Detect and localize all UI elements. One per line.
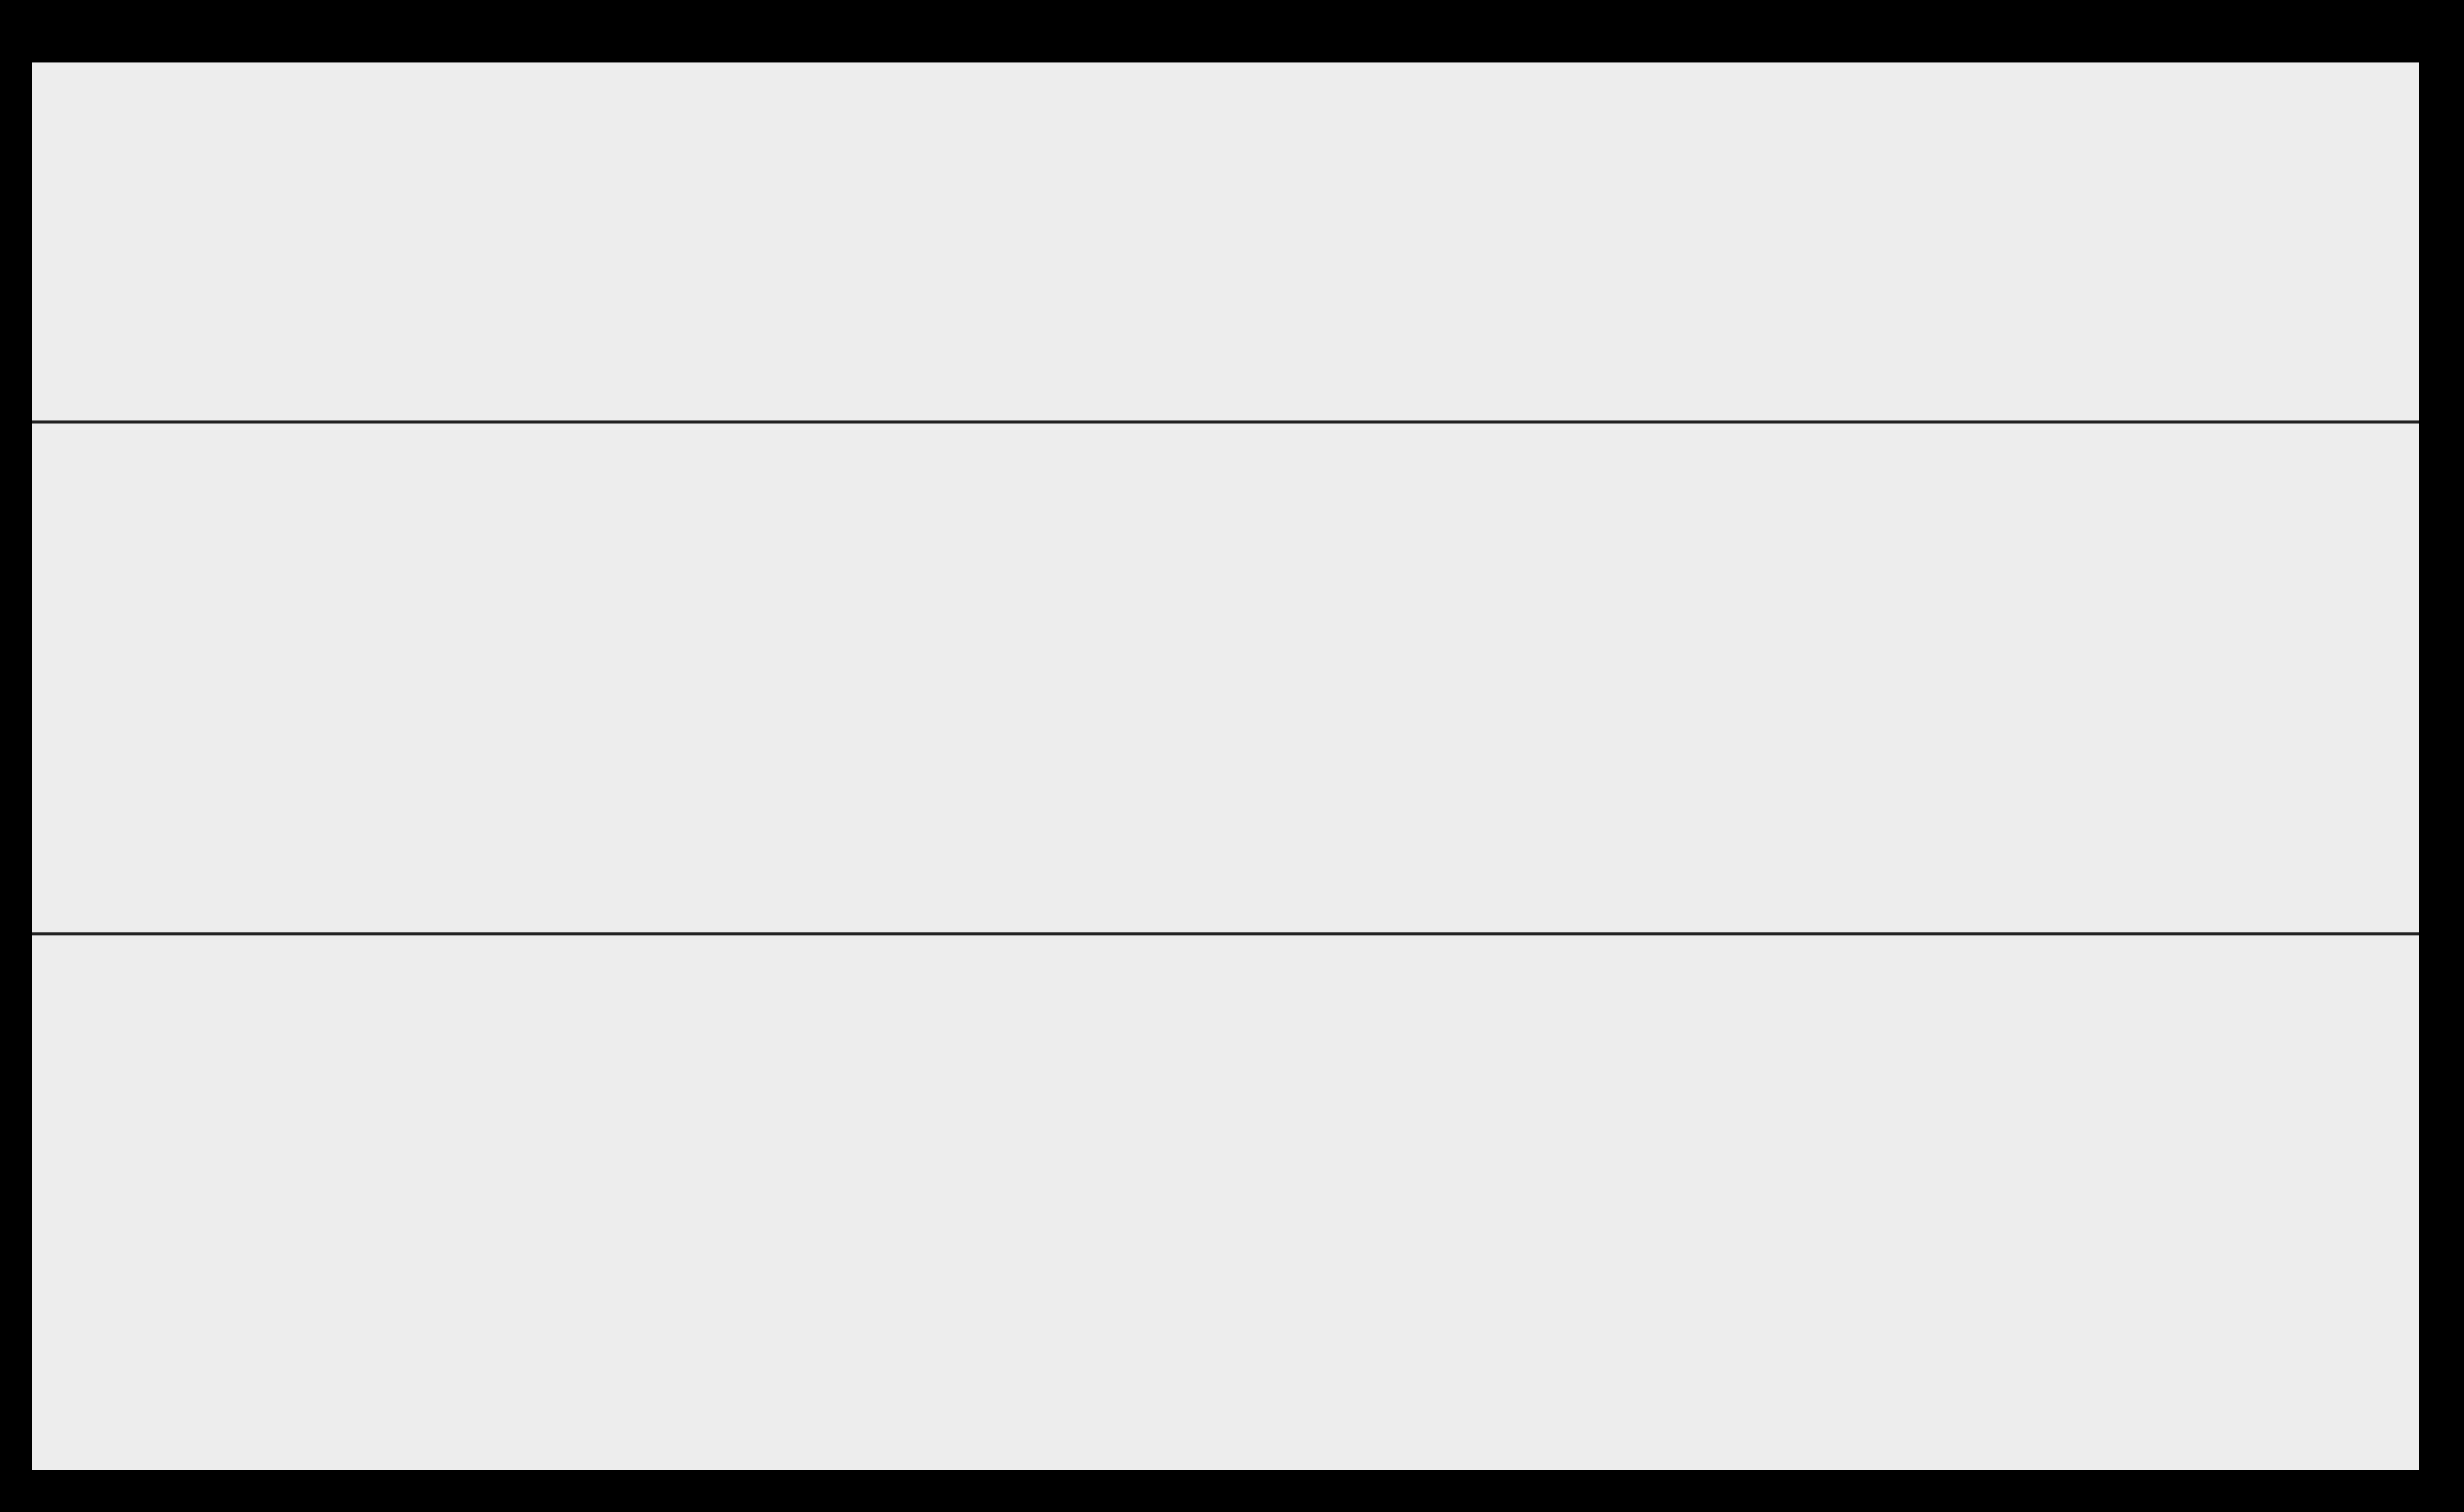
census-card: [32, 62, 2419, 1470]
private-estate-section: [32, 424, 2419, 935]
lease-section: [32, 935, 2419, 1469]
sown-area-section: [32, 62, 2419, 424]
